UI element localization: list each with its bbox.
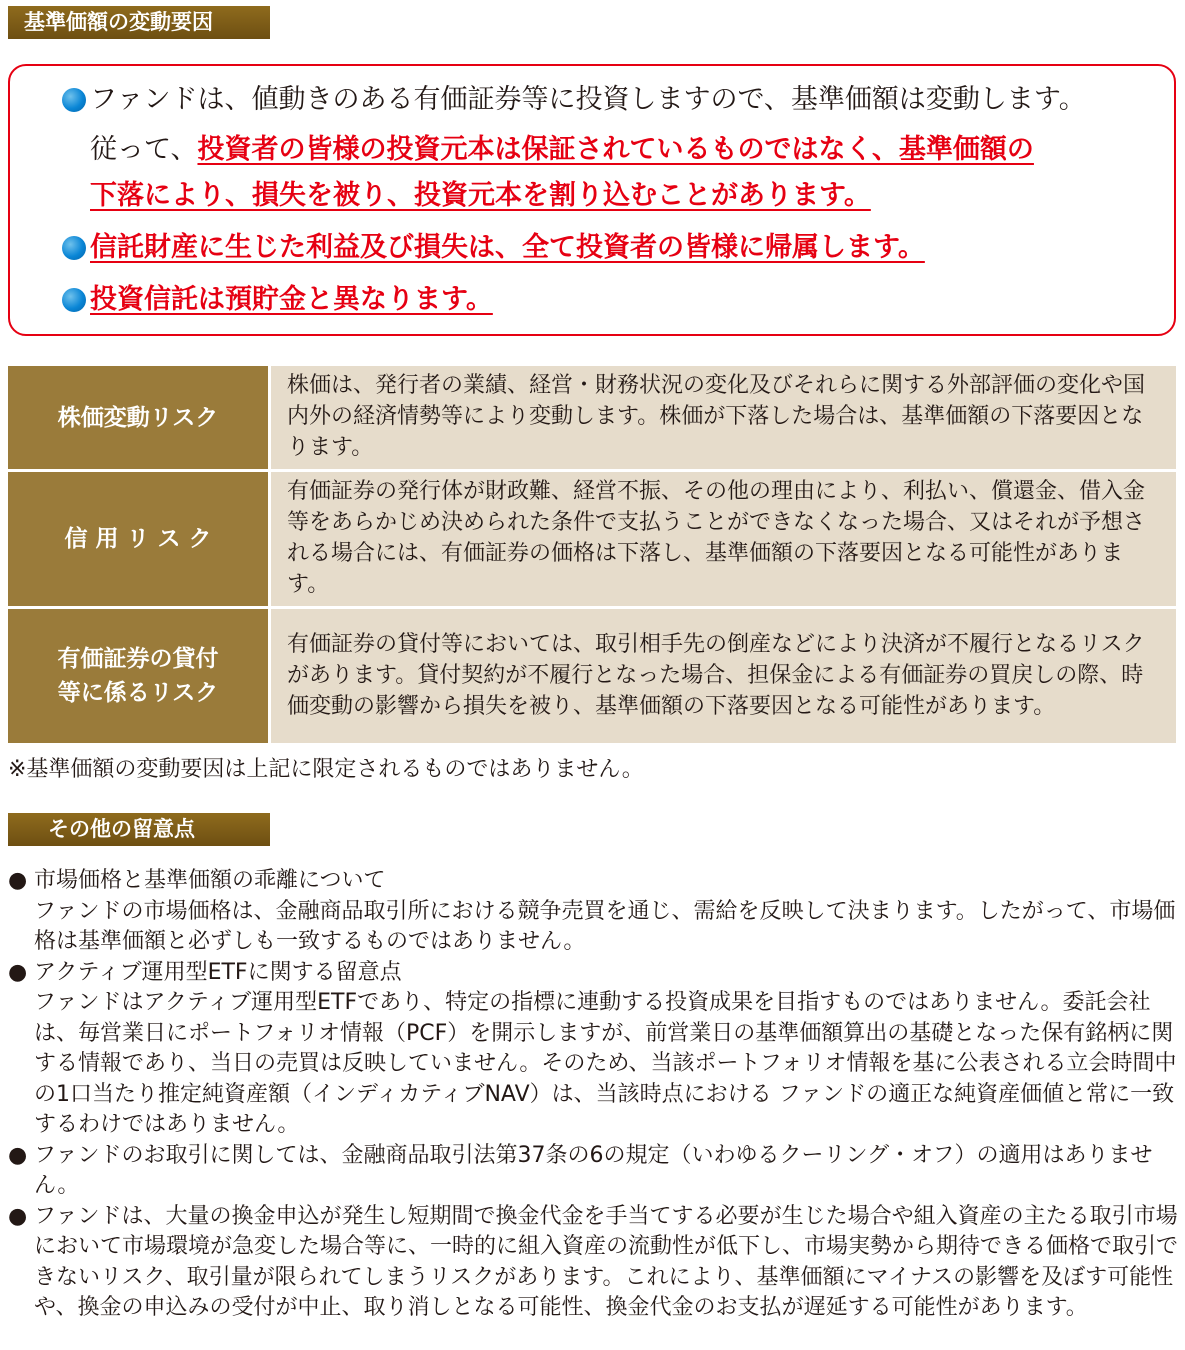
note-item-head bbox=[8, 866, 1178, 897]
risk-name-line-2: 等に係るリスク bbox=[57, 680, 219, 706]
note-item-body: ファンドはアクティブ運用型ETFであり、特定の指標に連動する投資成果を目指すものではありません。委託会社は、毎営業日にポートフォリオ情報（PCF）を開示しますが、前営業日の基準価額算出の基礎となった保有銘柄に関する情報であり、当日の売買は反映していません。そのため、当該ポートフォリオ情報を基に公表される立会時間中の1口当たり推定純資産額（インディカティブNAV）は、当該時点における ファンドの適正な純資産価値と常に一致するわけではありません。 bbox=[34, 990, 1177, 1137]
warning-line-4: 信託財産に生じた利益及び損失は、全て投資者の皆様に帰属します。 bbox=[90, 232, 925, 263]
bullet-dot-icon bbox=[62, 88, 86, 112]
bullet-dot-icon bbox=[62, 288, 86, 312]
warning-line-3: 下落により、損失を被り、投資元本を割り込むことがあります。 bbox=[90, 180, 871, 211]
risk-name-cell bbox=[8, 471, 270, 608]
section-title-other-notes: その他の留意点 bbox=[8, 813, 270, 846]
note-item bbox=[8, 1141, 1178, 1202]
warning-line-2 bbox=[90, 130, 1034, 170]
bullet-icon: ● bbox=[8, 1142, 28, 1168]
section-title-price-factors: 基準価額の変動要因 bbox=[8, 6, 270, 39]
warning-line-1: ファンドは、値動きのある有価証券等に投資しますので、基準価額は変動します。 bbox=[90, 84, 1086, 115]
risk-name: 株価変動リスク bbox=[57, 404, 219, 431]
risk-name-cell bbox=[8, 366, 270, 471]
note-item-title: 市場価格と基準価額の乖離について bbox=[34, 868, 386, 893]
risk-footnote: ※基準価額の変動要因は上記に限定されるものではありません。 bbox=[8, 757, 644, 782]
other-notes-list bbox=[8, 866, 1178, 1324]
risk-row-stock bbox=[8, 366, 1176, 471]
note-item bbox=[8, 1202, 1178, 1324]
warning-line-2-red: 投資者の皆様の投資元本は保証されているものではなく、基準価額の bbox=[197, 134, 1034, 165]
note-item-body: ファンドの市場価格は、金融商品取引所における競争売買を通じ、需給を反映して決まります。したがって、市場価格は基準価額と必ずしも一致するものではありません。 bbox=[34, 898, 1176, 954]
bullet-icon: ● bbox=[8, 959, 28, 985]
bullet-icon: ● bbox=[8, 868, 28, 893]
warning-line-2-prefix: 従って、 bbox=[90, 134, 198, 165]
risk-table bbox=[8, 366, 1176, 746]
note-item bbox=[8, 958, 1178, 1141]
risk-row-lending bbox=[8, 608, 1176, 745]
bullet-dot-icon bbox=[62, 236, 86, 260]
note-item-title: アクティブ運用型ETFに関する留意点 bbox=[34, 959, 402, 985]
risk-row-credit bbox=[8, 471, 1176, 608]
bullet-icon: ● bbox=[8, 1203, 28, 1229]
risk-description: 有価証券の貸付等においては、取引相手先の倒産などにより決済が不履行となるリスクがあります。貸付契約が不履行となった場合、担保金による有価証券の買戻しの際、時価変動の影響から損失を被り、基準価額の下落要因となる可能性があります。 bbox=[270, 608, 1177, 745]
note-item-head bbox=[8, 958, 1178, 989]
risk-description: 株価は、発行者の業績、経営・財務状況の変化及びそれらに関する外部評価の変化や国内外の経済情勢等により変動します。株価が下落した場合は、基準価額の下落要因となります。 bbox=[270, 366, 1177, 471]
risk-name-line-1: 有価証券の貸付 bbox=[57, 646, 219, 672]
warning-line-5: 投資信託は預貯金と異なります。 bbox=[90, 284, 493, 315]
risk-description: 有価証券の発行体が財政難、経営不振、その他の理由により、利払い、償還金、借入金等をあらかじめ決められた条件で支払うことができなくなった場合、又はそれが予想される場合には、有価証券の価格は下落し、基準価額の下落要因となる可能性があります。 bbox=[270, 471, 1177, 608]
note-item-body: ファンドのお取引に関しては、金融商品取引法第37条の6の規定（いわゆるクーリング・オフ）の適用はありません。 bbox=[34, 1142, 1153, 1198]
risk-name: 信 用 リ ス ク bbox=[64, 526, 212, 552]
note-item-body: ファンドは、大量の換金申込が発生し短期間で換金代金を手当てする必要が生じた場合や組入資産の主たる取引市場において市場環境が急変した場合等に、一時的に組入資産の流動性が低下し、市場実勢から期待できる価格で取引できないリスク、取引量が限られてしまうリスクがあります。これにより、基準価額にマイナスの影響を及ぼす可能性や、換金の申込みの受付が中止、取り消しとなる可能性、換金代金のお支払が遅延する可能性があります。 bbox=[34, 1203, 1179, 1320]
warning-box bbox=[8, 64, 1176, 336]
note-item bbox=[8, 866, 1178, 958]
risk-name-cell bbox=[8, 608, 270, 745]
